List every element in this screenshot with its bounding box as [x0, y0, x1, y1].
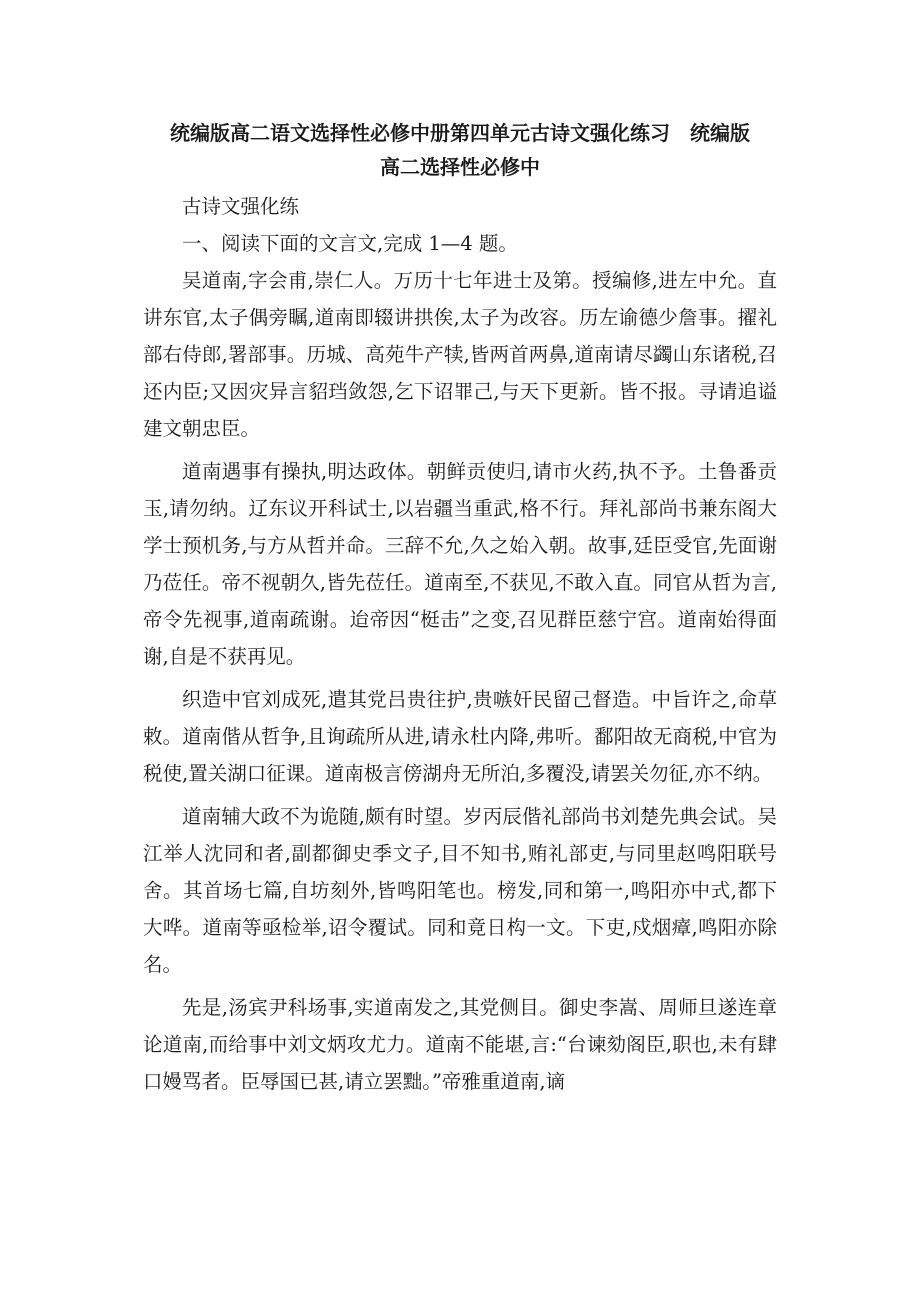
title-line-2: 高二选择性必修中 — [380, 155, 540, 179]
passage-paragraph-1: 吴道南,字会甫,崇仁人。万历十七年进士及第。授编修,进左中允。直讲东官,太子偶旁瞩,道南即辍讲拱俟,太子为改容。历左谕德少詹事。擢礼部右侍郎,署部事。历城、高苑牛产犊,皆两首两鼻,道南请尽蠲山东诸税,召还内臣;又因灾异言貂珰敛怨,乞下诏罪己,与天下更新。皆不报。寻请追谥建文朝忠臣。 — [143, 269, 777, 440]
passage-paragraph-5: 先是,汤宾尹科场事,实道南发之,其党侧目。御史李嵩、周师旦遂连章论道南,而给事中刘文炳攻尤力。道南不能堪,言:“台谏劾阁臣,职也,未有肆口嫚骂者。臣辱国已甚,请立罢黜。”帝雅重道南,谪 — [143, 996, 777, 1093]
passage-paragraph-2: 道南遇事有操执,明达政体。朝鲜贡使归,请市火药,执不予。土鲁番贡玉,请勿纳。辽东议开科试士,以岩疆当重武,格不行。拜礼部尚书兼东阁大学士预机务,与方从哲并命。三辞不允,久之始入朝。故事,廷臣受官,先面谢乃莅任。帝不视朝久,皆先莅任。道南至,不获见,不敢入直。同官从哲为言,帝令先视事,道南疏谢。迨帝因“梃击”之变,召见群臣慈宁宫。道南始得面谢,自是不获再见。 — [143, 460, 777, 668]
passage-paragraph-4: 道南辅大政不为诡随,颇有时望。岁丙辰偕礼部尚书刘楚先典会试。吴江举人沈同和者,副都御史季文子,目不知书,贿礼部吏,与同里赵鸣阳联号舍。其首场七篇,自坊刻外,皆鸣阳笔也。榜发,同和第一,鸣阳亦中式,都下大哗。道南等亟检举,诏令覆试。同和竟日构一文。下吏,戍烟瘴,鸣阳亦除名。 — [143, 805, 777, 976]
passage-paragraph-3: 织造中官刘成死,遣其党吕贵往护,贵嗾奸民留己督造。中旨许之,命草敕。道南偕从哲争,且询疏所从进,请永杜内降,弗听。鄱阳故无商税,中官为税使,置关湖口征课。道南极言傍湖舟无所泊,多覆没,请罢关勿征,亦不纳。 — [143, 688, 777, 785]
document-page — [143, 116, 777, 1106]
title-line-1: 统编版高二语文选择性必修中册第四单元古诗文强化练习 统编版 — [170, 121, 750, 145]
document-body — [143, 188, 777, 1100]
section-heading: 古诗文强化练 — [182, 195, 300, 218]
question-instruction: 一、阅读下面的文言文,完成 1—4 题。 — [182, 232, 518, 255]
document-title — [143, 116, 777, 184]
